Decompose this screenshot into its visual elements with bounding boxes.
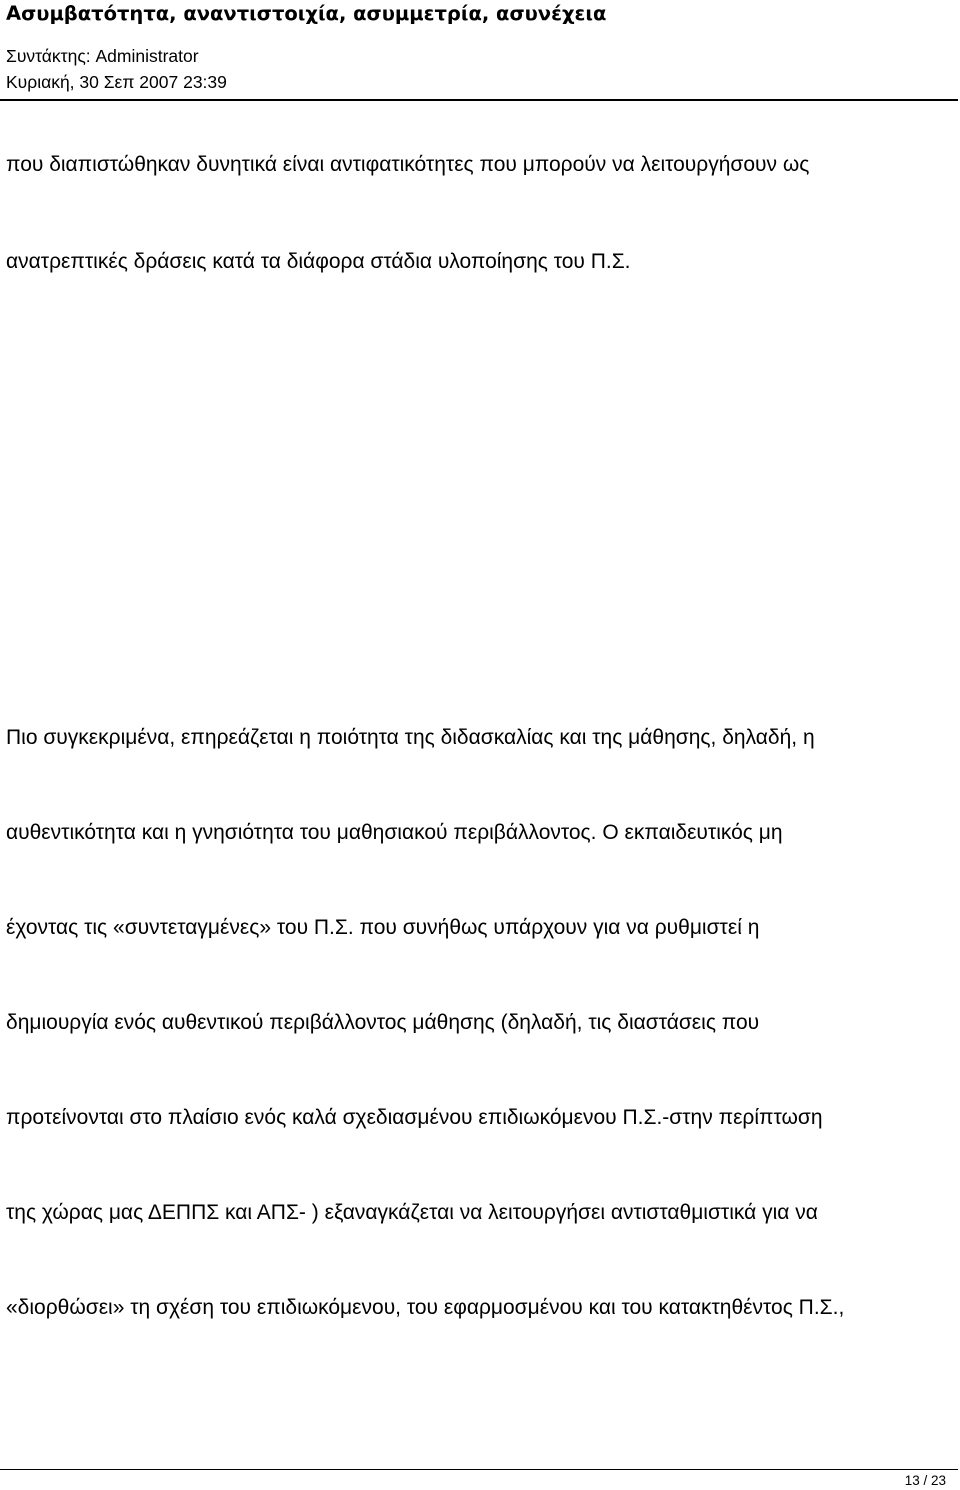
text-line: της χώρας μας ΔΕΠΠΣ και ΑΠΣ- ) εξαναγκάζεται να λειτουργήσει αντισταθμιστικά για να <box>6 1201 818 1224</box>
publish-date: Κυριακή, 30 Σεπ 2007 23:39 <box>6 72 227 92</box>
text-line: ανατρεπτικές δράσεις κατά τα διάφορα στάδια υλοποίησης του Π.Σ. <box>6 250 631 273</box>
document-header <box>0 0 958 101</box>
text-line: δημιουργία ενός αυθεντικού περιβάλλοντος μάθησης (δηλαδή, τις διαστάσεις που <box>6 1011 760 1034</box>
text-line: έχοντας τις «συντεταγμένες» του Π.Σ. που συνήθως υπάρχουν για να ρυθμιστεί η <box>6 916 760 939</box>
text-line: αυθεντικότητα και η γνησιότητα του μαθησιακού περιβάλλοντος. Ο εκπαιδευτικός μη <box>6 821 783 844</box>
footer-divider <box>0 1469 958 1470</box>
document-title: Ασυμβατότητα, αναντιστοιχία, ασυμμετρία, ασυνέχεια <box>6 2 607 25</box>
text-line: προτείνονται στο πλαίσιο ενός καλά σχεδιασμένου επιδιωκόμενου Π.Σ.-στην περίπτωση <box>6 1106 823 1129</box>
author-line: Συντάκτης: Administrator <box>6 46 199 66</box>
page-number: 13 / 23 <box>904 1473 946 1488</box>
text-line: που διαπιστώθηκαν δυνητικά είναι αντιφατικότητες που μπορούν να λειτουργήσουν ως <box>6 153 810 176</box>
text-line: Πιο συγκεκριμένα, επηρεάζεται η ποιότητα της διδασκαλίας και της μάθησης, δηλαδή, η <box>6 726 815 749</box>
text-line: «διορθώσει» τη σχέση του επιδιωκόμενου, του εφαρμοσμένου και του κατακτηθέντος Π.Σ., <box>6 1296 845 1319</box>
